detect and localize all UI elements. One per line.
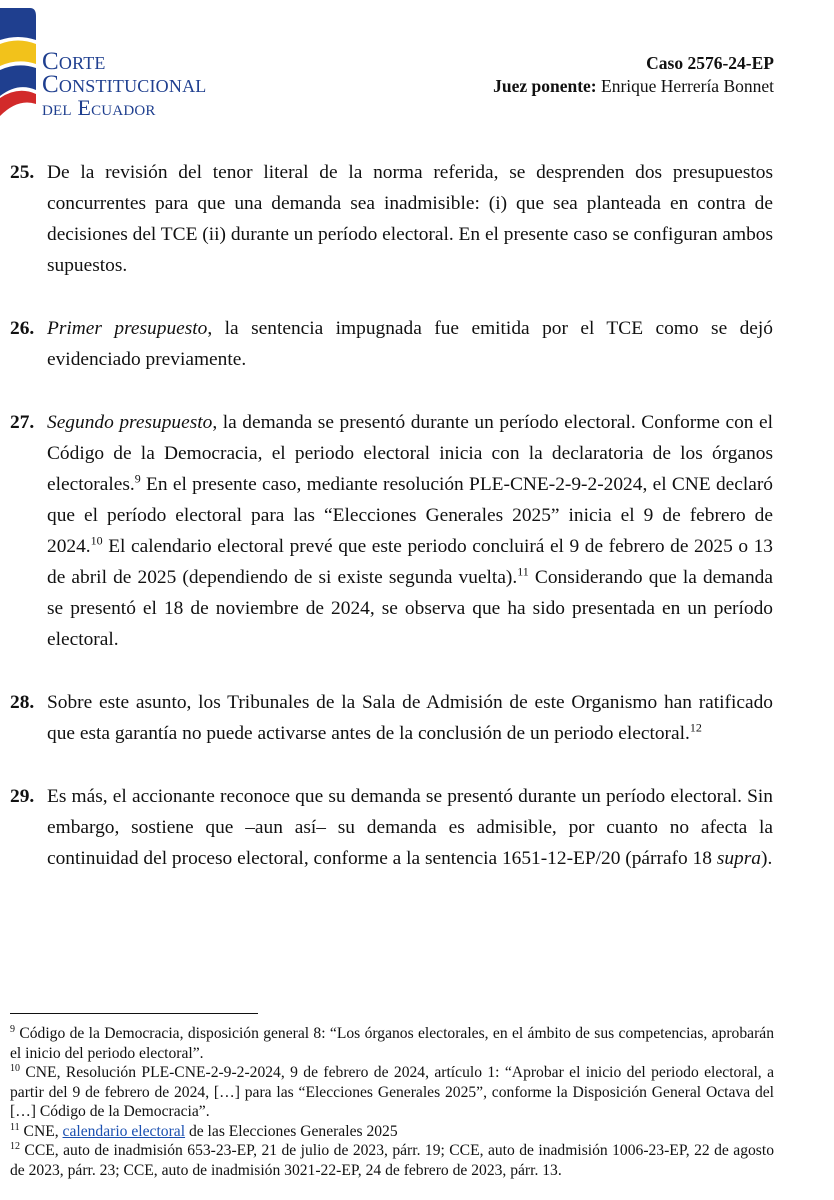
paragraph-text: Es más, el accionante reconoce que su demanda se presentó durante un período electoral. Sin embargo, sostiene que –aun así– su demanda es admisible, por cuanto no afecta la continuidad del proceso electoral, conforme a la sentencia 1651-12-EP/20 (párrafo 18 [47, 786, 773, 869]
footnote-divider [10, 1013, 258, 1014]
paragraph-text: , la demanda se presentó durante un período electoral. Conforme con el Código de la Democracia, el periodo electoral inicia con la declaratoria de los órganos electorales. [47, 412, 773, 495]
paragraph-text: En el presente caso, mediante resolución PLE-CNE-2-9-2-2024, el CNE declaró que el período electoral para las “Elecciones Generales 2025” inicia el 9 de febrero de 2024. [47, 474, 773, 557]
paragraph-text: Sobre este asunto, los Tribunales de la Sala de Admisión de este Organismo han ratificado que esta garantía no puede activarse antes de la conclusión de un periodo electoral. [47, 692, 773, 744]
footnotes [10, 1024, 774, 1180]
paragraph-27 [10, 407, 773, 655]
footnote-10 [10, 1063, 774, 1122]
footnote-ref-9[interactable]: 9 [134, 471, 141, 486]
paragraph-text: Considerando que la demanda se presentó el 18 de noviembre de 2024, se observa que ha sido presentada en un período electoral. [47, 567, 773, 650]
footnote-text: CNE, [19, 1122, 63, 1140]
paragraph-end: ). [761, 848, 773, 869]
footnote-ref-11[interactable]: 11 [517, 564, 529, 579]
paragraph-text: De la revisión del tenor literal de la norma referida, se desprenden dos presupuestos concurrentes para que una demanda sea inadmisible: (i) que sea planteada en contra de decisiones del TCE (ii) durante un período electoral. En el presente caso se configuran ambos supuestos. [47, 162, 774, 276]
case-header [493, 52, 774, 98]
paragraph-28 [10, 687, 773, 749]
footnote-text: Código de la Democracia, disposición general 8: “Los órganos electorales, en el ámbito de sus competencias, aprobarán el inicio del periodo electoral”. [10, 1025, 774, 1062]
logo-text [42, 50, 206, 119]
footnote-number: 11 [10, 1121, 20, 1133]
italic-lead: Segundo presupuesto [47, 412, 213, 433]
calendario-electoral-link[interactable]: calendario electoral [62, 1122, 186, 1140]
footnote-text: CNE, Resolución PLE-CNE-2-9-2-2024, 9 de febrero de 2024, artículo 1: “Aprobar el inicio del periodo electoral, a partir del 9 de febrero de 2024, […] para las “Elecciones Generales 2025”, conforme la Disposición General Octava del […] Código de la Democracia”. [10, 1064, 774, 1120]
footnote-text: CCE, auto de inadmisión 653-23-EP, 21 de julio de 2023, párr. 19; CCE, auto de inadmisión 1006-23-EP, 22 de agosto de 2023, párr. 23; CCE, auto de inadmisión 3021-22-EP, 24 de febrero de 2023, párr. 13. [10, 1142, 774, 1179]
logo-line-3: del Ecuador [42, 95, 156, 120]
paragraph-25 [10, 157, 773, 281]
footnote-text: de las Elecciones Generales 2025 [185, 1122, 398, 1140]
logo-line-1: Corte [42, 48, 106, 75]
paragraph-29 [10, 781, 773, 874]
footnote-ref-12[interactable]: 12 [689, 720, 702, 735]
footnote-number: 10 [10, 1062, 20, 1074]
court-logo [0, 0, 240, 130]
paragraph-number: 29. [10, 786, 35, 807]
judge-name: Enrique Herrería Bonnet [601, 76, 774, 96]
judge-label: Juez ponente: [493, 76, 597, 96]
paragraph-26 [10, 313, 773, 375]
footnote-12 [10, 1141, 774, 1180]
footnote-number: 9 [10, 1023, 15, 1035]
footnote-ref-10[interactable]: 10 [90, 533, 103, 548]
paragraph-number: 26. [10, 318, 35, 339]
footnote-number: 12 [10, 1140, 20, 1152]
footnote-9 [10, 1024, 774, 1063]
paragraph-number: 28. [10, 692, 35, 713]
paragraph-number: 25. [10, 162, 35, 183]
footnote-11 [10, 1122, 774, 1142]
italic-lead: Primer presupuesto [47, 318, 208, 339]
paragraph-number: 27. [10, 412, 35, 433]
paragraph-text: El calendario electoral prevé que este periodo concluirá el 9 de febrero de 2025 o 13 de abril de 2025 (dependiendo de si existe segunda vuelta). [47, 536, 773, 588]
italic-word: supra [716, 848, 761, 869]
paragraph-text: , la sentencia impugnada fue emitida por el TCE como se dejó evidenciado previamente. [47, 318, 773, 370]
document-body [10, 157, 773, 906]
case-number: Caso 2576-24-EP [646, 53, 774, 73]
logo-line-2: Constitucional [42, 71, 207, 98]
